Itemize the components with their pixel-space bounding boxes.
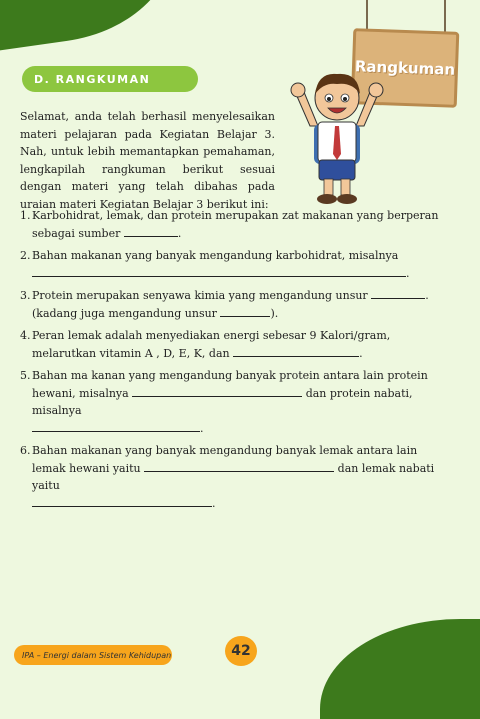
item-number: 3. (20, 289, 31, 302)
answer-blank[interactable] (220, 305, 270, 317)
footer-label: IPA – Energi dalam Sistem Kehidupan (22, 650, 172, 660)
sign-label: Rangkuman (354, 57, 456, 79)
item-text: Bahan ma kanan yang mengandung banyak protein antara lain protein hewani, misalnya (32, 369, 428, 400)
corner-decoration-bottom (320, 619, 480, 719)
item-text: Protein merupakan senyawa kimia yang mengandung unsur (32, 289, 368, 302)
item-number: 2. (20, 249, 31, 262)
list-item (20, 287, 450, 322)
item-text: Peran lemak adalah menyediakan energi sebesar 9 Kalori/gram, melarutkan vitamin A , D, E, K, dan (32, 329, 391, 360)
section-title: D. RANGKUMAN (34, 72, 151, 86)
item-text-end: . (406, 266, 410, 280)
answer-blank[interactable] (32, 420, 200, 432)
item-text-end: . (425, 289, 429, 302)
list-item (20, 442, 450, 512)
list-item (20, 207, 450, 242)
list-item (20, 327, 450, 362)
corner-decoration-top (0, 0, 186, 55)
answer-blank[interactable] (233, 345, 359, 357)
list-item (20, 247, 450, 282)
footer-subject-tag (14, 645, 172, 665)
item-text-end: . (177, 226, 182, 240)
answer-blank[interactable] (371, 287, 425, 299)
item-text-end: ). (270, 306, 279, 320)
item-text: (kadang juga mengandung unsur (32, 306, 217, 320)
answer-blank[interactable] (32, 265, 406, 277)
item-text: Bahan makanan yang banyak mengandung karbohidrat, misalnya (32, 249, 399, 262)
item-number: 5. (20, 369, 31, 382)
list-item (20, 367, 450, 437)
item-text: Karbohidrat, lemak, dan protein merupakan zat makanan yang berperan sebagai sumber (32, 209, 439, 240)
item-number: 6. (20, 444, 31, 457)
item-text: dan protein nabati, misalnya (32, 386, 413, 417)
answer-blank[interactable] (144, 460, 334, 472)
item-number: 1. (20, 209, 31, 222)
student-illustration (284, 66, 390, 208)
answer-blank[interactable] (124, 225, 178, 237)
answer-blank[interactable] (132, 385, 302, 397)
summary-list (20, 207, 450, 517)
page-number: 42 (225, 636, 257, 666)
item-text-end: . (359, 346, 363, 360)
item-text-end: . (212, 496, 216, 510)
item-text: dan lemak nabati yaitu (32, 461, 435, 492)
item-text: Bahan makanan yang banyak mengandung banyak lemak antara lain lemak hewani yaitu (32, 444, 418, 475)
intro-paragraph: Selamat, anda telah berhasil menyelesaikan materi pelajaran pada Kegiatan Belajar 3. Nah, untuk lebih memantapkan pemahaman, lengkapilah rangkuman berikut sesuai dengan materi yang telah dibahas pada uraian materi Kegiatan Belajar 3 berikut ini: (20, 110, 275, 211)
section-heading (22, 66, 198, 92)
item-number: 4. (20, 329, 31, 342)
item-text-end: . (200, 421, 204, 435)
answer-blank[interactable] (32, 495, 212, 507)
